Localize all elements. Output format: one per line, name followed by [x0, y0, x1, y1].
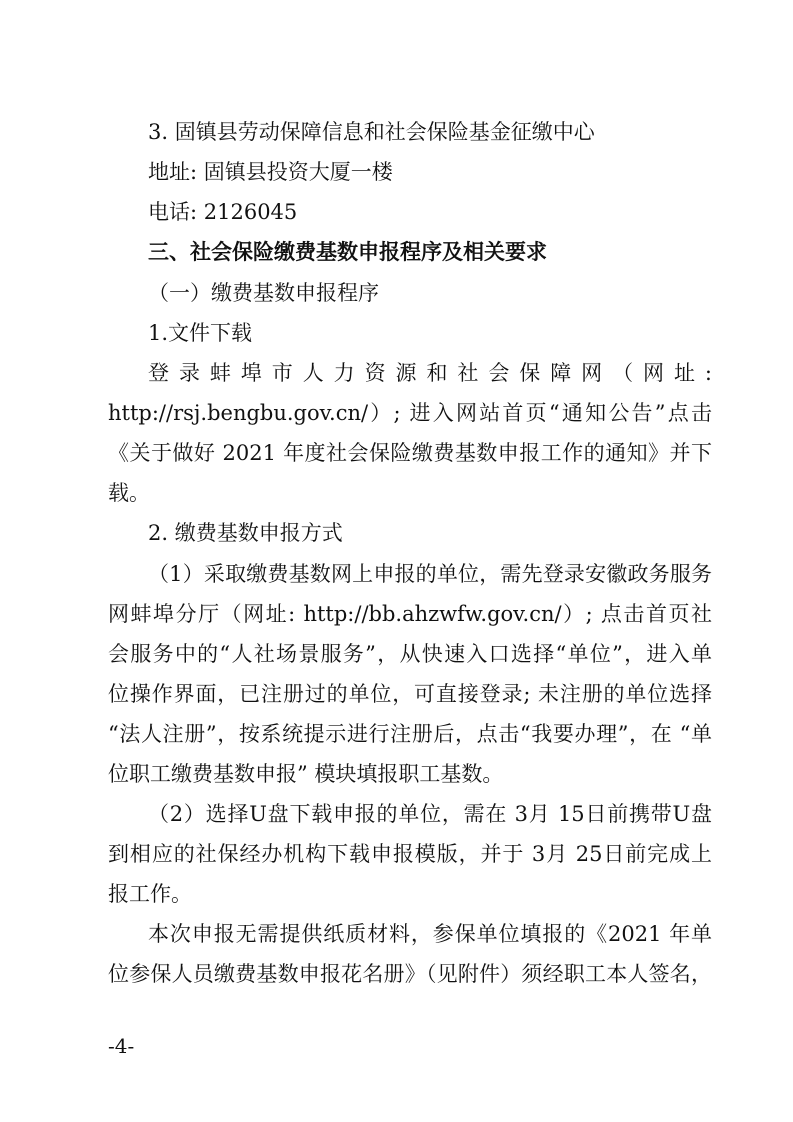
step2-title: 2. 缴费基数申报方式 [148, 521, 343, 545]
step2-paragraph-line: （1）采取缴费基数网上申报的单位，需先登录安徽政务服务 [148, 562, 712, 586]
step1-paragraph-line: 载。 [108, 481, 150, 505]
step2-paragraph2-line: 报工作。 [108, 882, 192, 906]
step1-title: 1.文件下载 [148, 321, 253, 345]
note-paragraph-line: 位参保人员缴费基数申报花名册》（见附件）须经职工本人签名， [108, 962, 712, 986]
page-number: -4- [108, 1034, 135, 1058]
step2-paragraph2-line: （2）选择U盘下载申报的单位，需在 3月 15日前携带U盘 [148, 802, 712, 826]
subsection1-heading: （一）缴费基数申报程序 [148, 281, 379, 305]
contact3-title: 3. 固镇县劳动保障信息和社会保险基金征缴中心 [148, 120, 595, 144]
step2-paragraph-line: 网蚌埠分厅（网址: http://bb.ahzwfw.gov.cn/）; 点击首页社 [108, 602, 712, 626]
step2-paragraph-line: 位操作界面，已注册过的单位，可直接登录; 未注册的单位选择 [108, 682, 712, 706]
contact3-phone: 电话: 2126045 [148, 200, 298, 224]
note-paragraph-line: 本次申报无需提供纸质材料，参保单位填报的《2021 年单 [148, 922, 712, 946]
step2-paragraph-line: 会服务中的“人社场景服务”，从快速入口选择“单位”，进入单 [108, 642, 712, 666]
section3-heading: 三、社会保险缴费基数申报程序及相关要求 [148, 240, 547, 264]
step2-paragraph-line: 位职工缴费基数申报” 模块填报职工基数。 [108, 762, 504, 786]
step2-paragraph2-line: 到相应的社保经办机构下载申报模版，并于 3月 25日前完成上 [108, 842, 712, 866]
step2-paragraph-line: “法人注册”，按系统提示进行注册后，点击“我要办理”，在 “单 [108, 722, 712, 746]
contact3-address: 地址: 固镇县投资大厦一楼 [148, 160, 393, 184]
step1-paragraph-line: http://rsj.bengbu.gov.cn/）; 进入网站首页“通知公告”点击 [108, 401, 712, 425]
step1-paragraph-line: 《关于做好 2021 年度社会保险缴费基数申报工作的通知》并下 [108, 441, 712, 465]
step1-paragraph-line: 登录蚌埠市人力资源和社会保障网（网址: [148, 361, 712, 385]
